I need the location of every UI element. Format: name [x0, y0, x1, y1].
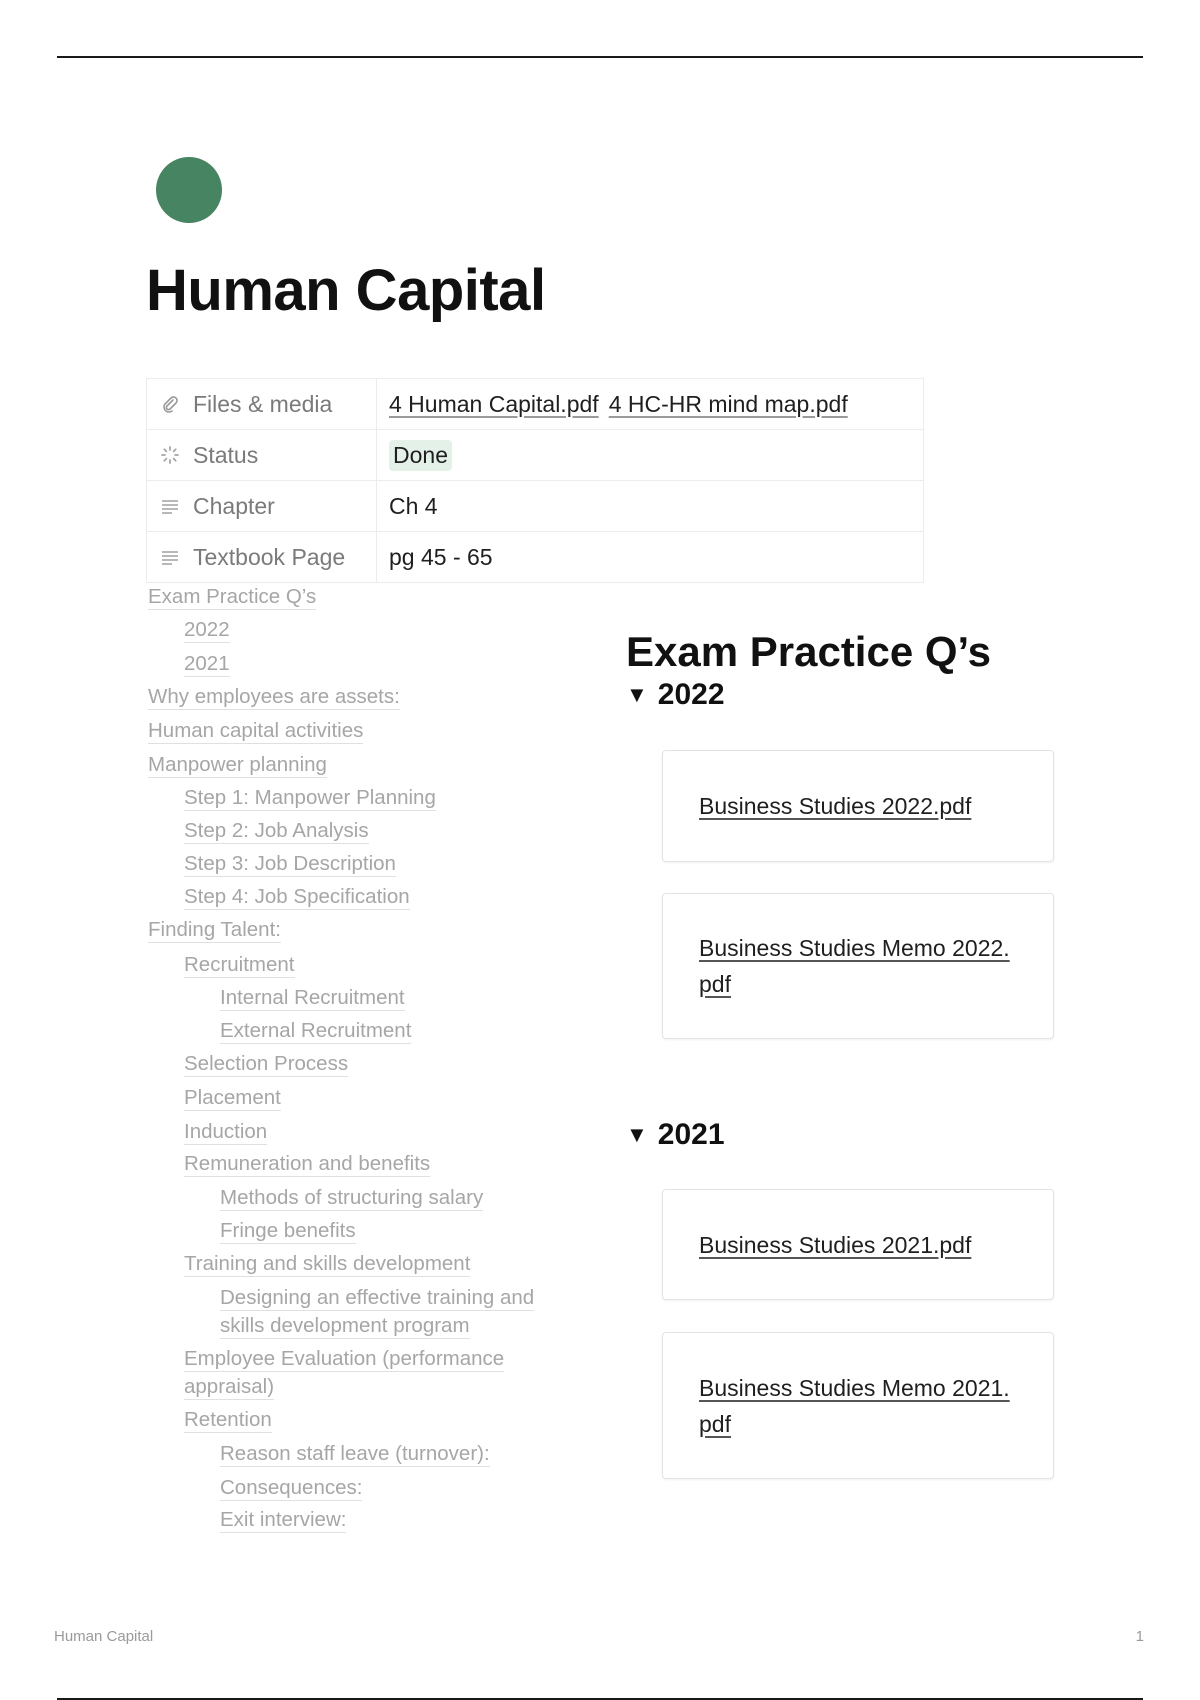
property-value — [377, 430, 923, 480]
triangle-down-icon[interactable]: ▼ — [626, 1122, 648, 1147]
file-link[interactable]: Business Studies 2021.pdf — [699, 1231, 972, 1258]
property-status — [147, 430, 923, 481]
toc-item[interactable]: Consequences: — [220, 1476, 363, 1499]
property-label — [147, 532, 377, 582]
file-link-human-capital[interactable]: 4 Human Capital.pdf — [389, 390, 599, 417]
property-textbook-page — [147, 532, 923, 582]
file-link-mind-map[interactable]: 4 HC-HR mind map.pdf — [608, 390, 848, 417]
text-lines-icon — [159, 546, 181, 568]
toc-item[interactable]: Remuneration and benefits — [184, 1152, 431, 1175]
green-circle-icon — [156, 157, 222, 223]
file-card[interactable] — [662, 750, 1054, 862]
status-badge[interactable]: Done — [389, 440, 452, 471]
toc-item[interactable]: Reason staff leave (turnover): — [220, 1442, 490, 1465]
toc-item[interactable]: Step 1: Manpower Planning — [184, 786, 436, 809]
triangle-down-icon[interactable]: ▼ — [626, 682, 648, 707]
toc-item[interactable]: Step 2: Job Analysis — [184, 819, 369, 842]
property-files-media — [147, 379, 923, 430]
property-label-text: Chapter — [193, 492, 275, 519]
properties-table — [146, 378, 924, 583]
file-card[interactable] — [662, 1332, 1054, 1479]
property-chapter — [147, 481, 923, 532]
toc-item[interactable]: Training and skills development — [184, 1252, 471, 1275]
property-label — [147, 430, 377, 480]
toc-item[interactable]: Step 4: Job Specification — [184, 885, 410, 908]
toggle-2022[interactable] — [626, 678, 725, 712]
file-link[interactable]: Business Studies Memo 2022.pdf — [699, 935, 1010, 997]
loading-spinner-icon — [159, 444, 181, 466]
toggle-label: 2022 — [657, 678, 725, 711]
textbook-page-value: pg 45 - 65 — [389, 543, 493, 570]
toc-item[interactable]: Manpower planning — [148, 753, 327, 776]
property-value[interactable] — [377, 532, 923, 582]
toc-item[interactable]: Retention — [184, 1408, 272, 1431]
file-card[interactable] — [662, 1189, 1054, 1300]
toc-item[interactable]: Placement — [184, 1086, 281, 1109]
toc-item[interactable]: Induction — [184, 1120, 268, 1143]
footer-title: Human Capital — [54, 1628, 154, 1645]
toc-item[interactable]: Human capital activities — [148, 719, 364, 742]
toc-item[interactable]: Step 3: Job Description — [184, 852, 396, 875]
file-link[interactable]: Business Studies 2022.pdf — [699, 793, 972, 819]
page-number: 1 — [1135, 1628, 1144, 1645]
file-card[interactable] — [662, 893, 1054, 1039]
toc-item[interactable]: 2021 — [184, 652, 230, 675]
property-value[interactable] — [377, 481, 923, 531]
toc-item[interactable]: Internal Recruitment — [220, 986, 405, 1009]
page-title: Human Capital — [146, 258, 546, 323]
toc-item[interactable]: Why employees are assets: — [148, 685, 400, 708]
toc-item[interactable]: Recruitment — [184, 953, 295, 976]
paperclip-icon — [159, 393, 181, 415]
property-label-text: Textbook Page — [193, 543, 346, 570]
top-rule — [57, 56, 1143, 58]
toc-item[interactable]: Designing an effective training and skills development program — [220, 1286, 535, 1337]
toc-item[interactable]: Finding Talent: — [148, 918, 281, 941]
toc-item[interactable]: Methods of structuring salary — [220, 1186, 484, 1209]
property-value — [377, 379, 923, 429]
toc-item[interactable]: 2022 — [184, 618, 230, 641]
section-heading: Exam Practice Q’s — [626, 628, 991, 675]
property-label — [147, 379, 377, 429]
toggle-label: 2021 — [657, 1118, 725, 1151]
chapter-value: Ch 4 — [389, 492, 438, 519]
property-label-text: Status — [193, 441, 259, 468]
property-label-text: Files & media — [193, 390, 333, 417]
toc-item[interactable]: Fringe benefits — [220, 1219, 356, 1242]
toggle-2021[interactable] — [626, 1118, 725, 1152]
toc-item[interactable]: Selection Process — [184, 1052, 349, 1075]
toc-item[interactable]: Exit interview: — [220, 1508, 347, 1531]
text-lines-icon — [159, 495, 181, 517]
property-label — [147, 481, 377, 531]
toc-item[interactable]: Employee Evaluation (performance appraisal) — [184, 1347, 505, 1398]
file-link[interactable]: Business Studies Memo 2021.pdf — [699, 1374, 1010, 1437]
toc-item[interactable]: Exam Practice Q’s — [148, 585, 317, 608]
toc-item[interactable]: External Recruitment — [220, 1019, 412, 1042]
